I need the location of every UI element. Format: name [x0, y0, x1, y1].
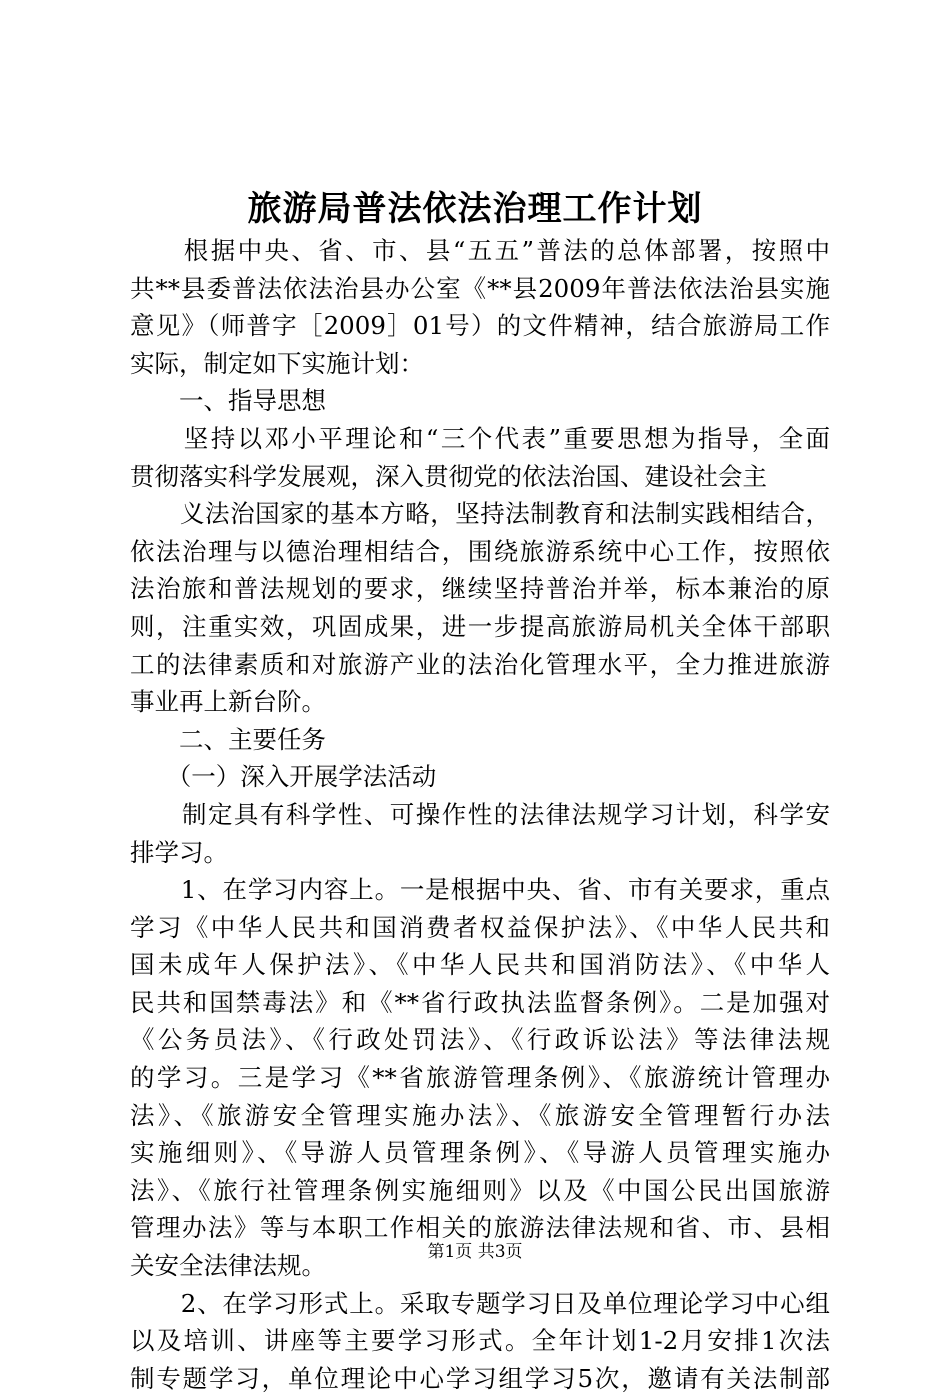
- document-body: [130, 232, 830, 1397]
- text-line: 共**县委普法依法治县办公室《**县2009年普法依法治县实施: [130, 273, 830, 303]
- text-line: 《公务员法》、《行政处罚法》、《行政诉讼法》等法律法规: [130, 1025, 830, 1055]
- text-line: 二、主要任务: [130, 724, 326, 754]
- text-line: 国未成年人保护法》、《中华人民共和国消防法》、《中华人: [130, 950, 830, 980]
- text-line: 关安全法律法规。: [130, 1251, 326, 1281]
- text-line: 排学习。: [130, 837, 228, 867]
- text-line: 法》、《旅行社管理条例实施细则》以及《中国公民出国旅游: [130, 1175, 830, 1205]
- text-line: 意见》（师普字［2009］01号）的文件精神，结合旅游局工作: [130, 311, 830, 341]
- text-line: 2、在学习形式上。采取专题学习日及单位理论学习中心组: [130, 1288, 830, 1318]
- text-line: 坚持以邓小平理论和“三个代表”重要思想为指导，全面: [130, 423, 830, 453]
- text-line: 制定具有科学性、可操作性的法律法规学习计划，科学安: [130, 799, 830, 829]
- document-title: 旅游局普法依法治理工作计划: [247, 189, 703, 229]
- text-line: 1、在学习内容上。一是根据中央、省、市有关要求，重点: [130, 875, 830, 905]
- text-line: 以及培训、讲座等主要学习形式。全年计划1-2月安排1次法: [130, 1326, 830, 1356]
- text-line: 的学习。三是学习《**省旅游管理条例》、《旅游统计管理办: [130, 1063, 830, 1093]
- text-line: 则，注重实效，巩固成果，进一步提高旅游局机关全体干部职: [130, 611, 830, 641]
- text-line: 制专题学习，单位理论中心学习组学习5次，邀请有关法制部: [130, 1363, 830, 1393]
- text-line: 义法治国家的基本方略，坚持法制教育和法制实践相结合，: [130, 499, 830, 529]
- text-line: 贯彻落实科学发展观，深入贯彻党的依法治国、建设社会主: [130, 461, 767, 491]
- text-line: 事业再上新台阶。: [130, 687, 326, 717]
- text-line: （一）深入开展学法活动: [130, 762, 437, 792]
- text-line: 工的法律素质和对旅游产业的法治化管理水平，全力推进旅游: [130, 649, 830, 679]
- page-footer: 第1页 共3页: [427, 1242, 523, 1262]
- text-line: 依法治理与以德治理相结合，围绕旅游系统中心工作，按照依: [130, 536, 830, 566]
- text-line: 一、指导思想: [130, 386, 326, 416]
- text-line: 学习《中华人民共和国消费者权益保护法》、《中华人民共和: [130, 912, 830, 942]
- text-line: 法治旅和普法规划的要求，继续坚持普治并举，标本兼治的原: [130, 574, 830, 604]
- text-line: 实施细则》、《导游人员管理条例》、《导游人员管理实施办: [130, 1138, 830, 1168]
- text-line: 管理办法》等与本职工作相关的旅游法律法规和省、市、县相: [130, 1213, 830, 1243]
- text-line: 法》、《旅游安全管理实施办法》、《旅游安全管理暂行办法: [130, 1100, 830, 1130]
- text-line: 民共和国禁毒法》和《**省行政执法监督条例》。二是加强对: [130, 987, 830, 1017]
- text-line: 根据中央、省、市、县“五五”普法的总体部署，按照中: [130, 236, 830, 265]
- text-line: 实际，制定如下实施计划：: [130, 348, 424, 378]
